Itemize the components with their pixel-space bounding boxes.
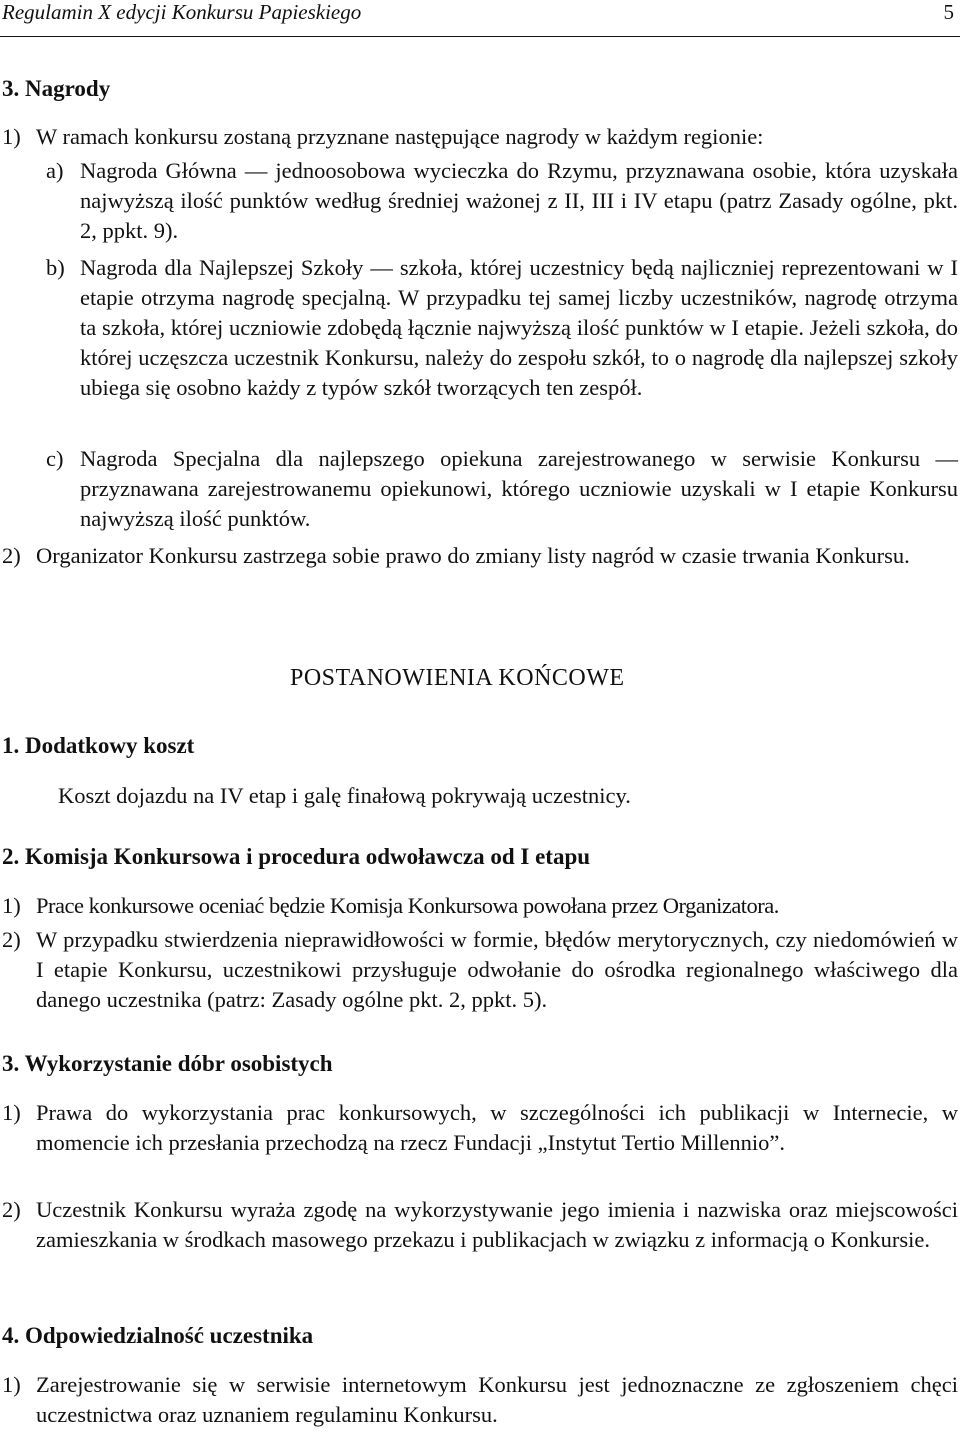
paragraph: Prawa do wykorzystania prac konkursowych, w szczególności ich publikacji w Internecie, w momencie ich przesłania przechodzą na rzecz Fundacji „Instytut Tertio Millennio”. xyxy=(36,1100,958,1155)
paragraph: W ramach konkursu zostaną przyznane następujące nagrody w każdym regionie: xyxy=(36,124,764,149)
paragraph: Organizator Konkursu zastrzega sobie prawo do zmiany listy nagród w czasie trwania Konkursu. xyxy=(36,543,910,568)
section-heading-dobra-osobiste: 3. Wykorzystanie dóbr osobistych xyxy=(2,1051,333,1076)
section-heading-nagrody: 3. Nagrody xyxy=(2,76,111,101)
item-letter: c) xyxy=(46,446,64,471)
item-number: 2) xyxy=(2,927,21,952)
paragraph: W przypadku stwierdzenia nieprawidłowości w formie, błędów merytorycznych, czy niedomówień w I etapie Konkursu, uczestnikowi przysługuje odwołanie do ośrodka regionalnego właściwego dla danego uczestnika (patrz: Zasady ogólne pkt. 2, ppkt. 5). xyxy=(36,927,958,1012)
paragraph: Nagroda Specjalna dla najlepszego opiekuna zarejestrowanego w serwisie Konkursu — przyznawana zarejestrowanemu opiekunowi, którego uczniowie uzyskali w I etapie Konkursu najwyższą ilość punktów. xyxy=(80,446,958,531)
item-letter: a) xyxy=(46,158,64,183)
item-number: 1) xyxy=(2,1100,21,1125)
paragraph: Koszt dojazdu na IV etap i galę finałową pokrywają uczestnicy. xyxy=(58,783,631,808)
page-number: 5 xyxy=(943,0,954,24)
item-number: 1) xyxy=(2,893,21,918)
chapter-title: POSTANOWIENIA KOŃCOWE xyxy=(290,665,625,691)
paragraph: Zarejestrowanie się w serwisie internetowym Konkursu jest jednoznaczne ze zgłoszeniem chęci uczestnictwa oraz uznaniem regulaminu Konkursu. xyxy=(36,1372,958,1427)
paragraph: Uczestnik Konkursu wyraża zgodę na wykorzystywanie jego imienia i nazwiska oraz miejscowości zamieszkania w środkach masowego przekazu i publikacjach w związku z informacją o Konkursie. xyxy=(36,1197,958,1252)
item-number: 1) xyxy=(2,1372,21,1397)
item-number: 1) xyxy=(2,124,21,149)
item-number: 2) xyxy=(2,1197,21,1222)
paragraph: Nagroda Główna — jednoosobowa wycieczka do Rzymu, przyznawana osobie, która uzyskała najwyższą ilość punktów według średniej ważonej z II, III i IV etapu (patrz Zasady ogólne, pkt. 2, ppkt. 9). xyxy=(80,158,958,243)
running-header xyxy=(0,0,960,37)
item-letter: b) xyxy=(46,255,65,280)
section-heading-odpowiedzialnosc: 4. Odpowiedzialność uczestnika xyxy=(2,1323,314,1348)
item-number: 2) xyxy=(2,543,21,568)
paragraph: Prace konkursowe oceniać będzie Komisja Konkursowa powołana przez Organizatora. xyxy=(36,893,779,918)
section-heading-komisja: 2. Komisja Konkursowa i procedura odwoławcza od I etapu xyxy=(2,844,591,869)
section-heading-dodatkowy-koszt: 1. Dodatkowy koszt xyxy=(2,733,195,758)
paragraph: Nagroda dla Najlepszej Szkoły — szkoła, której uczestnicy będą najliczniej reprezentowani w I etapie otrzyma nagrodę specjalną. W przypadku tej samej liczby uczestników, nagrodę otrzyma ta szkoła, której uczniowie zdobędą łącznie najwyższą ilość punktów w I etapie. Jeżeli szkoła, do której uczęszcza uczestnik Konkursu, należy do zespołu szkół, to o nagrodę dla najlepszej szkoły ubiega się osobno każdy z typów szkół tworzących ten zespół. xyxy=(80,255,958,400)
header-title: Regulamin X edycji Konkursu Papieskiego xyxy=(2,0,362,24)
